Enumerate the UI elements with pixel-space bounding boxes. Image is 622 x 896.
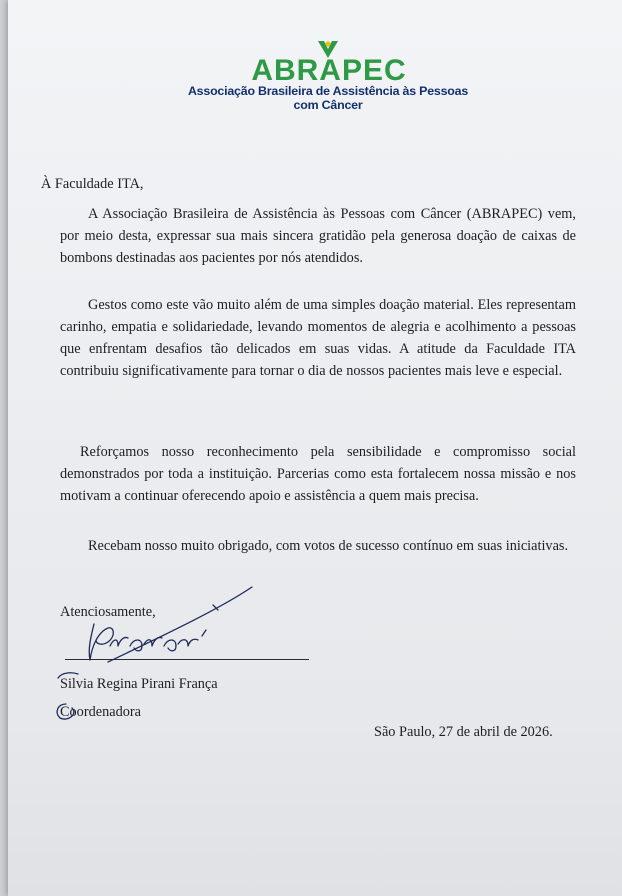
salutation: À Faculdade ITA, xyxy=(41,176,144,192)
handwritten-signature xyxy=(38,580,278,730)
paragraph-1: A Associação Brasileira de Assistência às Pessoas com Câncer (ABRAPEC) vem, por meio desta, expressar sua mais sincera gratidão pela generosa doação de caixas de bombons destinadas aos pacientes por nós atendidos. xyxy=(60,206,576,266)
paragraph-4: Recebam nosso muito obrigado, com votos de sucesso contínuo em suas iniciativas. xyxy=(88,538,569,554)
place-date: São Paulo, 27 de abril de 2026. xyxy=(374,724,553,740)
closing: Atenciosamente, xyxy=(60,604,156,620)
signer-name: Silvia Regina Pirani França xyxy=(60,676,218,692)
paragraph-3: Reforçamos nosso reconhecimento pela sensibilidade e compromisso social demonstrados por toda a instituição. Parcerias como esta fortalecem nossa missão e nos motivam a continuar oferecendo apoio e assistência a quem mais precisa. xyxy=(60,444,576,504)
letter-page xyxy=(8,0,622,896)
logo-text: ABRAPEC xyxy=(251,54,407,87)
signer-role: Coordenadora xyxy=(60,704,141,720)
organization-subtitle: Associação Brasileira de Assistência às Pessoas com Câncer xyxy=(187,84,469,112)
paragraph-2: Gestos como este vão muito além de uma simples doação material. Eles representam carinho, empatia e solidariedade, levando momentos de alegria e acolhimento a pessoas que enfrentam desafios tão delicados em suas vidas. A atitude da Faculdade ITA contribuiu significativamente para tornar o dia de nossos pacientes mais leve e especial. xyxy=(60,297,576,379)
